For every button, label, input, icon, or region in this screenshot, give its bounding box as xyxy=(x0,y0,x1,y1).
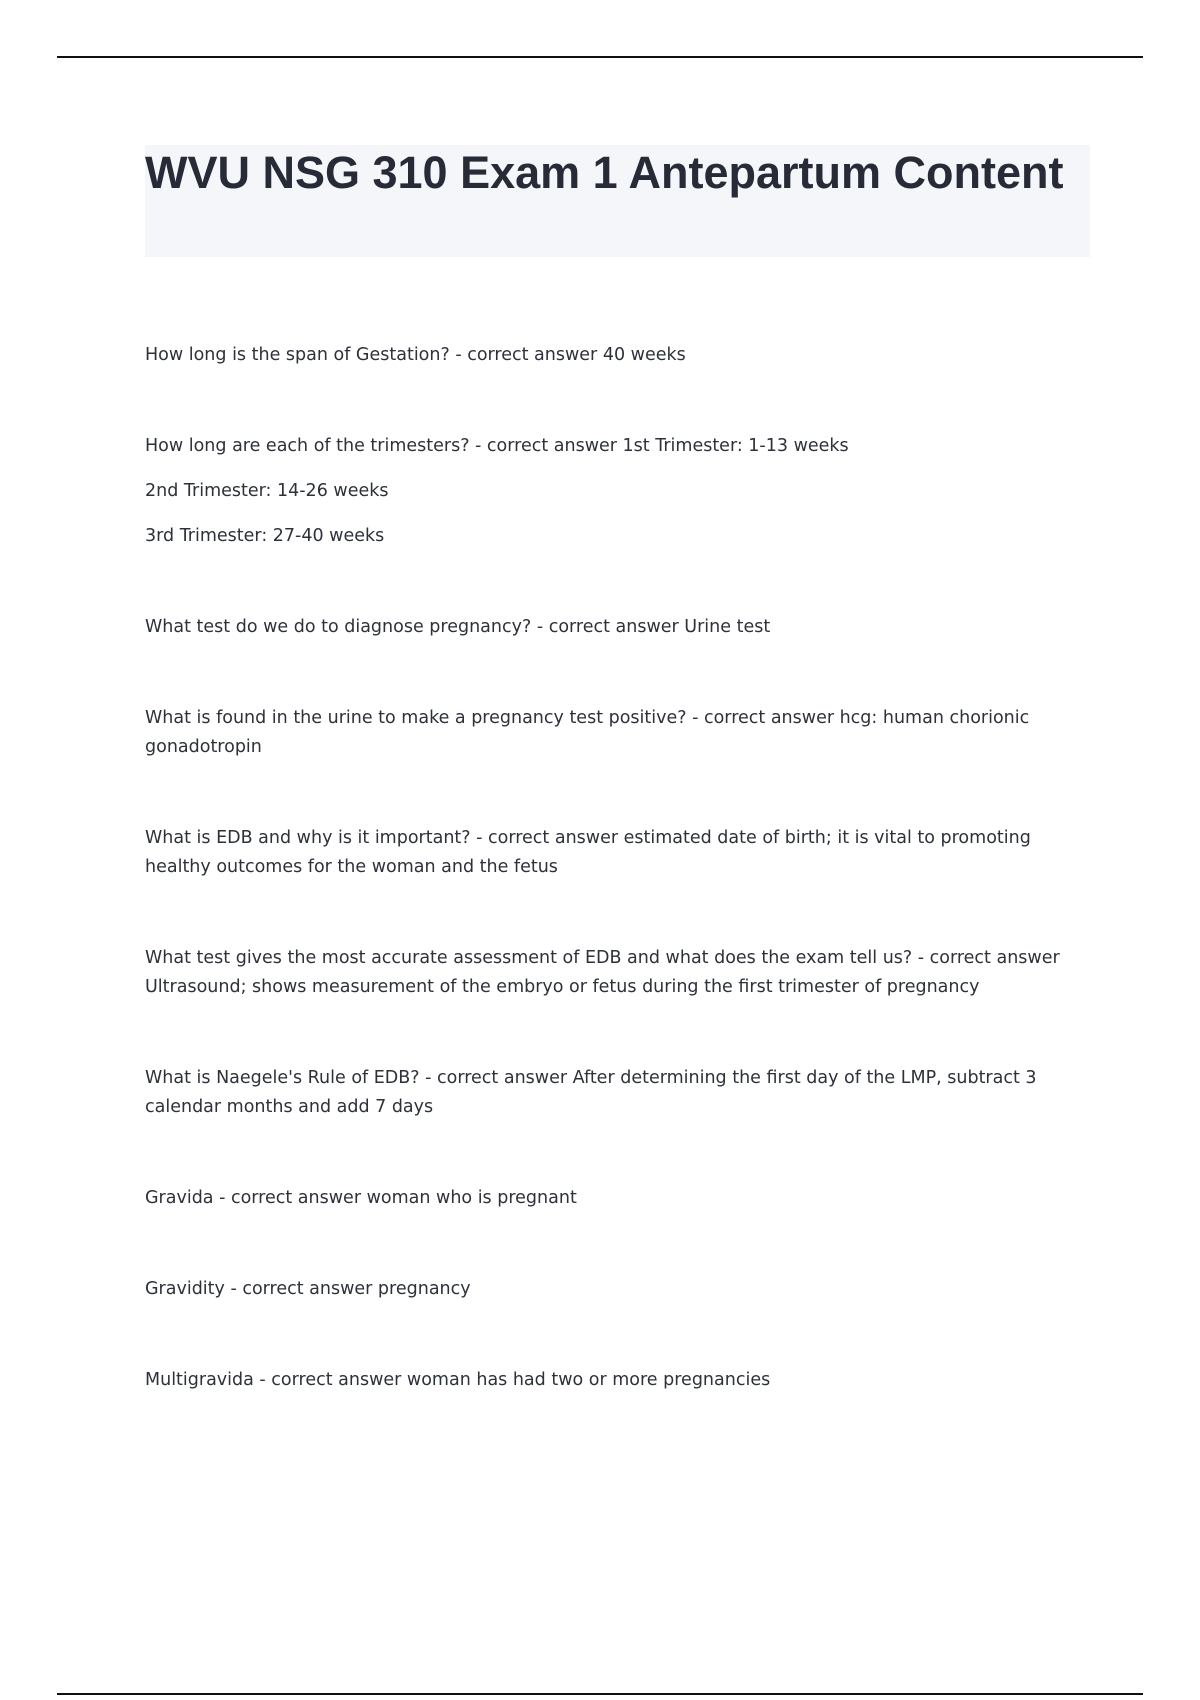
qa-text: What test do we do to diagnose pregnancy? - correct answer Urine test xyxy=(145,617,771,637)
qa-text: 3rd Trimester: 27-40 weeks xyxy=(145,526,385,546)
title-banner xyxy=(145,145,1090,257)
qa-entry xyxy=(145,1366,1090,1395)
qa-text: What is found in the urine to make a pregnancy test positive? - correct answer hcg: human chorionic gonadotropin xyxy=(145,708,1030,757)
qa-entry xyxy=(145,1275,1090,1304)
qa-entry xyxy=(145,613,1090,642)
qa-text: What is Naegele's Rule of EDB? - correct answer After determining the first day of the LMP, subtract 3 calendar months and add 7 days xyxy=(145,1068,1037,1117)
qa-text: How long is the span of Gestation? - correct answer 40 weeks xyxy=(145,345,686,365)
bottom-divider xyxy=(57,1693,1143,1695)
qa-text: How long are each of the trimesters? - correct answer 1st Trimester: 1-13 weeks xyxy=(145,436,849,456)
qa-entry xyxy=(145,341,1090,370)
qa-text: Gravidity - correct answer pregnancy xyxy=(145,1279,471,1299)
qa-entry xyxy=(145,824,1090,882)
qa-entry xyxy=(145,1064,1090,1122)
qa-text: What is EDB and why is it important? - correct answer estimated date of birth; it is vital to promoting healthy outcomes for the woman and the fetus xyxy=(145,828,1031,877)
qa-entry xyxy=(145,704,1090,762)
qa-entry xyxy=(145,944,1090,1002)
top-divider xyxy=(57,56,1143,58)
qa-entry xyxy=(145,432,1090,551)
page-title: WVU NSG 310 Exam 1 Antepartum Content xyxy=(145,147,1064,198)
qa-text: Gravida - correct answer woman who is pregnant xyxy=(145,1188,577,1208)
qa-text: What test gives the most accurate assessment of EDB and what does the exam tell us? - correct answer Ultrasound; shows measurement of the embryo or fetus during the first trimester of pregnancy xyxy=(145,948,1060,997)
qa-list xyxy=(145,341,1090,1457)
qa-text: 2nd Trimester: 14-26 weeks xyxy=(145,481,389,501)
qa-text: Multigravida - correct answer woman has had two or more pregnancies xyxy=(145,1370,771,1390)
qa-entry xyxy=(145,1184,1090,1213)
